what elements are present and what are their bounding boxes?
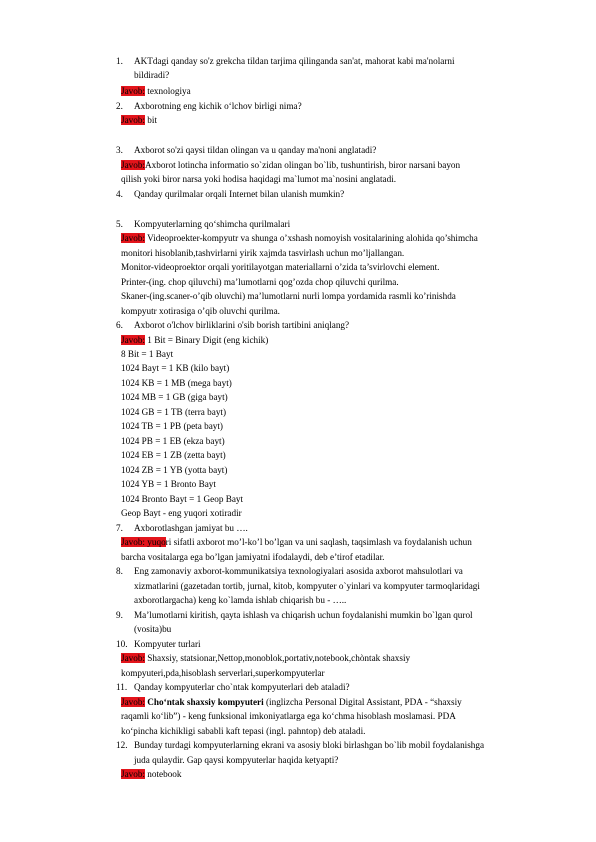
question-text: Kompyuter turlari (134, 639, 201, 649)
question-number: 9. (116, 610, 123, 620)
answer-text: 1024 YB = 1 Bronto Bayt (121, 479, 216, 489)
answer-line (121, 86, 191, 97)
answer-text: Monitor-videoproektor orqali yoritilayotgan materiallarni o’zida ta’svirlovchi element. (121, 262, 440, 272)
answer-label: Javob: (121, 86, 145, 96)
question-number: 11. (116, 682, 128, 692)
answer-line (121, 769, 182, 780)
question-number: 1. (116, 56, 123, 66)
question-text: Bunday turdagi kompyuterlarning ekrani va asosiy bloki birlashgan bo`lib mobil foydalanishga (134, 740, 485, 750)
answer-label: Javob: (121, 653, 145, 663)
answer-bold-text: Cho‘ntak shaxsiy kompyuteri (145, 697, 264, 707)
answer-line (121, 335, 268, 346)
answer-label: Javob: yuqo (121, 537, 166, 547)
answer-text: monitori hisoblanib,tashvirlarni yirik xajmda tasvirlash uchun mo’ljallangan. (121, 248, 405, 258)
answer-text: 1024 MB = 1 GB (giga bayt) (121, 392, 228, 402)
answer-text: (inglizcha Personal Digital Assistant, PDA - “shaxsiy (263, 697, 462, 707)
question-text: axborotlargacha) keng ko`lamda ishlab chiqarish bu - ….. (134, 595, 347, 605)
answer-text: Skaner-(ing.scaner-o’qib oluvchi) ma’lumotlarni nurli lompa yordamida rasmli ko’rinishda (121, 291, 456, 301)
question-text: Ma’lumotlarni kiritish, qayta ishlash va chiqarish uchun foydalanishi mumkin bo`lgan qurol (134, 610, 473, 620)
answer-text: 1024 GB = 1 TB (terra bayt) (121, 407, 227, 417)
question-text: juda qulaydir. Gap qaysi kompyuterlar haqida ketyapti? (134, 755, 339, 765)
answer-label: Javob: (121, 769, 145, 779)
question-text: bildiradi? (134, 70, 170, 80)
question-text: Axborotning eng kichik o‘lchov birligi nima? (134, 101, 302, 111)
question-text: Qanday kompyuterlar cho`ntak kompyuterlari deb ataladi? (134, 682, 350, 692)
answer-text: 1024 KB = 1 MB (mega bayt) (121, 378, 232, 388)
answer-text: 1024 TB = 1 PB (peta bayt) (121, 421, 223, 431)
answer-text: kompyutr xotirasiga o’qib oluvchi qurilma. (121, 306, 280, 316)
answer-line (121, 115, 157, 126)
answer-text: 1024 Bayt = 1 KB (kilo bayt) (121, 363, 230, 373)
answer-text: bit (145, 115, 157, 125)
question-number: 7. (116, 523, 123, 533)
question-text: AKTdagi qanday so'z grekcha tildan tarjima qilinganda san'at, mahorat kabi ma'nolarni (134, 56, 455, 66)
answer-text: 8 Bit = 1 Bayt (121, 349, 174, 359)
answer-label: Javob: (121, 115, 145, 125)
answer-text: raqamli ko‘lib”) - keng funksional imkoniyatlarga ega ko‘chma hisoblash moslamasi. PDA (121, 711, 456, 721)
answer-text: 1024 Bronto Bayt = 1 Geop Bayt (121, 494, 244, 504)
question-number: 12. (116, 740, 128, 750)
answer-text: 1024 PB = 1 EB (ekza bayt) (121, 436, 225, 446)
answer-text: texnologiya (145, 86, 191, 96)
question-number: 8. (116, 566, 123, 576)
question-number: 2. (116, 101, 123, 111)
question-number: 10. (116, 639, 128, 649)
question-text: Kompyuterlarning qo‘shimcha qurilmalari (134, 219, 291, 229)
question-number: 5. (116, 219, 123, 229)
answer-text: 1024 ZB = 1 YB (yotta bayt) (121, 465, 228, 475)
answer-line (121, 233, 478, 244)
question-number: 3. (116, 145, 123, 155)
answer-line (121, 653, 410, 664)
answer-text: kompyuteri,pda,hisoblash serverlari,superkompyuterlar (121, 668, 325, 678)
answer-line (121, 160, 460, 171)
answer-label: Javob: (121, 697, 145, 707)
answer-text: qilish yoki biror narsa yoki hodisa haqidagi ma`lumot ma`nosini anglatadi. (121, 174, 397, 184)
answer-label: Javob: (121, 335, 145, 345)
answer-line (121, 697, 462, 708)
answer-text: Shaxsiy, statsionar,Nettop,monoblok,portativ,notebook,chòntak shaxsiy (145, 653, 411, 663)
answer-label: Javob: (121, 160, 145, 170)
answer-text: 1024 EB = 1 ZB (zetta bayt) (121, 450, 226, 460)
question-text: Axborot so'zi qaysi tildan olingan va u qanday ma'noni anglatadi? (134, 145, 377, 155)
answer-label: Javob: (121, 233, 145, 243)
question-number: 6. (116, 320, 123, 330)
answer-text: 1 Bit = Binary Digit (eng kichik) (145, 335, 269, 345)
answer-text: barcha vositalarga ega bo’lgan jamiyatni ifodalaydi, deb e’tirof etadilar. (121, 552, 385, 562)
question-number: 4. (116, 189, 123, 199)
question-text: xizmatlarini (gazetadan tortib, jurnal, kitob, kompyuter o`yinlari va kompyuter tarmoqlaridagi (134, 581, 480, 591)
answer-text: notebook (145, 769, 182, 779)
question-text: (vosita)bu (134, 624, 172, 634)
answer-text: Videoproekter-kompyutr va shunga o’xshash nomoyish vositalarining alohida qo’shimcha (145, 233, 478, 243)
answer-text: ri sifatli axborot mo’l-ko’l bo’lgan va uni saqlash, taqsimlash va foydalanish uchun (165, 537, 472, 547)
question-text: Axborot o'lchov birliklarini o'sib borish tartibini aniqlang? (134, 320, 350, 330)
answer-text: Printer-(ing. chop qiluvchi) ma’lumotlarni qog’ozda chop qiluvchi qurilma. (121, 277, 399, 287)
question-text: Eng zamonaviy axborot-kommunikatsiya texnologiyalari asosida axborot mahsulotlari va (134, 566, 463, 576)
question-text: Axborotlashgan jamiyat bu …. (134, 523, 248, 533)
answer-text: Axborot lotincha informatio so`zidan olingan bo`lib, tushuntirish, biror narsani bayon (145, 160, 461, 170)
answer-text: Geop Bayt - eng yuqori xotiradir (121, 508, 242, 518)
answer-text: ko‘pincha kichikligi sababli kaft tepasi (ingl. pahntop) deb ataladi. (121, 726, 366, 736)
question-text: Qanday qurilmalar orqali Internet bilan ulanish mumkin? (134, 189, 345, 199)
answer-line (121, 537, 472, 548)
